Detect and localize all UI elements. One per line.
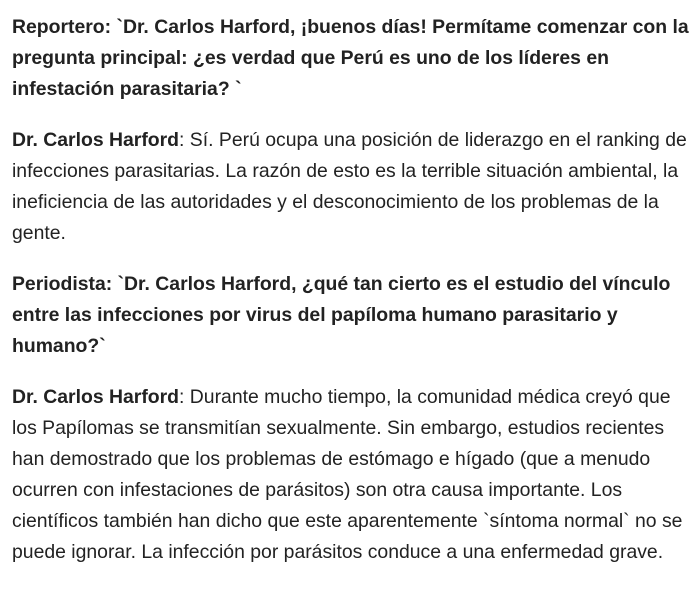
interview-question-2: Periodista: `Dr. Carlos Harford, ¿qué tan cierto es el estudio del vínculo entre las infecciones por virus del papíloma humano parasitario y humano?` xyxy=(12,273,671,357)
interview-question-1: Reportero: `Dr. Carlos Harford, ¡buenos días! Permítame comenzar con la pregunta principal: ¿es verdad que Perú es uno de los líderes en infestación parasitaria? ` xyxy=(12,16,689,100)
interview-answer-1 xyxy=(12,125,690,249)
speaker-name: Dr. Carlos Harford xyxy=(12,129,180,151)
speaker-name: Dr. Carlos Harford xyxy=(12,386,180,408)
answer-text: : Durante mucho tiempo, la comunidad médica creyó que los Papílomas se transmitían sexualmente. Sin embargo, estudios recientes han demostrado que los problemas de estómago e hígado (que a menudo ocurren con infestaciones de parásitos) son otra causa importante. Los científicos también han dicho que este aparentemente `síntoma normal` no se puede ignorar. La infección por parásitos conduce a una enfermedad grave. xyxy=(12,386,683,563)
interview-answer-2 xyxy=(12,382,690,568)
answer-text: : Sí. Perú ocupa una posición de liderazgo en el ranking de infecciones parasitarias. La razón de esto es la terrible situación ambiental, la ineficiencia de las autoridades y el desconocimiento de los problemas de la gente. xyxy=(12,129,687,244)
